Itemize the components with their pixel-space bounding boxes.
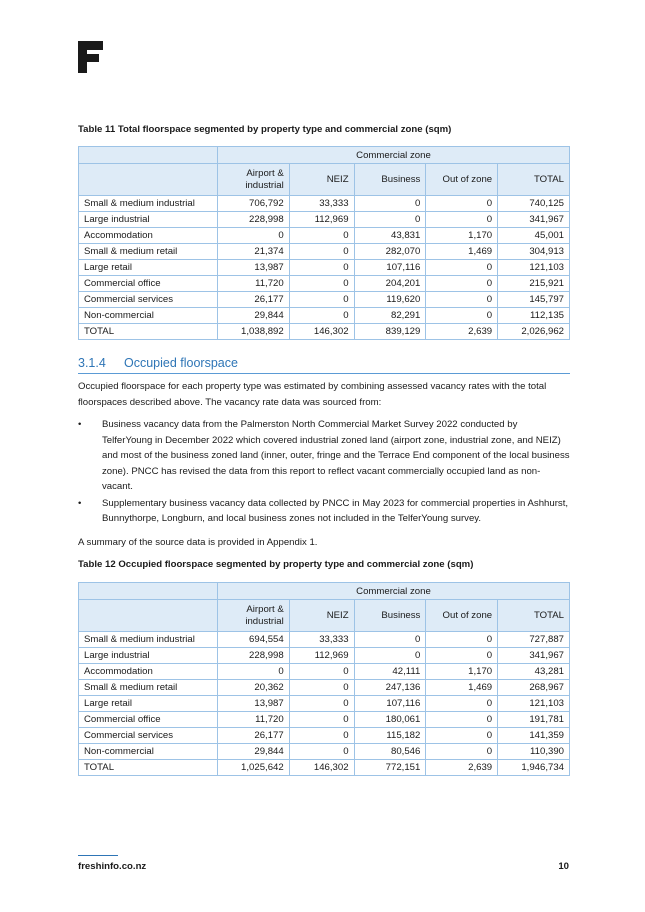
table-cell: 80,546 — [354, 744, 426, 760]
table-cell: 119,620 — [354, 292, 426, 308]
table-cell: 2,639 — [426, 324, 498, 340]
row-label: Commercial office — [79, 712, 218, 728]
table-row — [79, 744, 570, 760]
table-cell: 0 — [426, 276, 498, 292]
table-cell: 0 — [426, 648, 498, 664]
table-cell: 1,170 — [426, 228, 498, 244]
table-cell: 706,792 — [217, 196, 289, 212]
table-cell: 112,969 — [289, 648, 354, 664]
row-label: Large industrial — [79, 648, 218, 664]
table-cell: 772,151 — [354, 760, 426, 776]
group-header: Commercial zone — [217, 583, 569, 600]
intro-paragraph: Occupied floorspace for each property type was estimated by combining assessed vacancy rates with the total floorspaces described above. The vacancy rate data was sourced from: — [78, 381, 547, 408]
table-cell: 29,844 — [217, 308, 289, 324]
table-cell: 42,111 — [354, 664, 426, 680]
table-row — [79, 260, 570, 276]
table-cell: 0 — [289, 244, 354, 260]
corner-cell — [79, 583, 218, 600]
corner-cell — [79, 164, 218, 196]
table-cell: 0 — [354, 648, 426, 664]
table-cell: 204,201 — [354, 276, 426, 292]
table-cell: 694,554 — [217, 632, 289, 648]
table-cell: 247,136 — [354, 680, 426, 696]
table-cell: 43,281 — [498, 664, 570, 680]
table-cell: 0 — [217, 664, 289, 680]
list-item-text: Supplementary business vacancy data collected by PNCC in May 2023 for commercial properties in Ashhurst, Bunnythorpe, Longburn, and local business zones not included in the TelferYoung survey. — [102, 497, 569, 524]
table-cell: 0 — [289, 728, 354, 744]
row-label: Commercial services — [79, 728, 218, 744]
summary-paragraph: A summary of the source data is provided in Appendix 1. — [78, 537, 318, 548]
table-cell: 0 — [354, 212, 426, 228]
table-cell: 0 — [289, 228, 354, 244]
section-number: 3.1.4 — [78, 356, 106, 370]
table-cell: 0 — [426, 260, 498, 276]
table-cell: 13,987 — [217, 260, 289, 276]
table-cell: 82,291 — [354, 308, 426, 324]
table-cell: 1,025,642 — [217, 760, 289, 776]
table-cell: 0 — [289, 712, 354, 728]
table-cell: 0 — [354, 632, 426, 648]
column-header: Business — [354, 600, 426, 632]
table-11-caption: Table 11 Total floorspace segmented by property type and commercial zone (sqm) — [78, 124, 452, 135]
table-cell: 0 — [426, 292, 498, 308]
table-row — [79, 276, 570, 292]
table-cell: 146,302 — [289, 324, 354, 340]
table-row — [79, 196, 570, 212]
table-cell: 0 — [426, 308, 498, 324]
table-cell: 112,135 — [498, 308, 570, 324]
table-cell: 145,797 — [498, 292, 570, 308]
table-cell: 2,639 — [426, 760, 498, 776]
table-cell: 141,359 — [498, 728, 570, 744]
row-label: Accommodation — [79, 228, 218, 244]
row-label: Large industrial — [79, 212, 218, 228]
source-list — [78, 417, 570, 527]
column-header: Out of zone — [426, 600, 498, 632]
table-cell: 1,038,892 — [217, 324, 289, 340]
column-header: Business — [354, 164, 426, 196]
table-cell: 0 — [289, 680, 354, 696]
row-label: Small & medium retail — [79, 680, 218, 696]
table-cell: 304,913 — [498, 244, 570, 260]
f-logo-icon — [78, 41, 103, 73]
table-row — [79, 760, 570, 776]
table-cell: 33,333 — [289, 632, 354, 648]
row-label: TOTAL — [79, 760, 218, 776]
table-cell: 45,001 — [498, 228, 570, 244]
table-12 — [78, 582, 570, 776]
table-cell: 33,333 — [289, 196, 354, 212]
table-cell: 20,362 — [217, 680, 289, 696]
row-label: Commercial office — [79, 276, 218, 292]
table-cell: 282,070 — [354, 244, 426, 260]
table-cell: 228,998 — [217, 212, 289, 228]
table-cell: 1,469 — [426, 680, 498, 696]
table-cell: 0 — [289, 260, 354, 276]
table-row — [79, 308, 570, 324]
footer-site-link[interactable]: freshinfo.co.nz — [78, 861, 147, 872]
bullet-icon: • — [78, 419, 82, 430]
table-cell: 11,720 — [217, 712, 289, 728]
row-label: Commercial services — [79, 292, 218, 308]
table-cell: 11,720 — [217, 276, 289, 292]
table-cell: 146,302 — [289, 760, 354, 776]
table-cell: 0 — [426, 696, 498, 712]
column-header: TOTAL — [498, 600, 570, 632]
row-label: Small & medium industrial — [79, 196, 218, 212]
table-cell: 29,844 — [217, 744, 289, 760]
table-cell: 0 — [426, 196, 498, 212]
table-cell: 112,969 — [289, 212, 354, 228]
table-cell: 107,116 — [354, 260, 426, 276]
table-row — [79, 664, 570, 680]
table-cell: 110,390 — [498, 744, 570, 760]
table-cell: 180,061 — [354, 712, 426, 728]
table-cell: 0 — [289, 744, 354, 760]
corner-cell — [79, 600, 218, 632]
table-cell: 0 — [289, 664, 354, 680]
table-12-caption: Table 12 Occupied floorspace segmented by property type and commercial zone (sqm) — [78, 559, 474, 570]
table-cell: 215,921 — [498, 276, 570, 292]
footer-rule — [78, 855, 118, 856]
table-row — [79, 228, 570, 244]
table-cell: 1,469 — [426, 244, 498, 260]
page-number: 10 — [558, 861, 569, 872]
table-cell: 21,374 — [217, 244, 289, 260]
row-label: TOTAL — [79, 324, 218, 340]
table-cell: 0 — [289, 292, 354, 308]
row-label: Accommodation — [79, 664, 218, 680]
row-label: Non-commercial — [79, 744, 218, 760]
table-cell: 13,987 — [217, 696, 289, 712]
table-row — [79, 292, 570, 308]
column-header: Airport & industrial — [217, 164, 289, 196]
table-row — [79, 696, 570, 712]
table-cell: 121,103 — [498, 260, 570, 276]
table-cell: 0 — [354, 196, 426, 212]
column-header: NEIZ — [289, 164, 354, 196]
table-cell: 2,026,962 — [498, 324, 570, 340]
table-row — [79, 712, 570, 728]
table-cell: 228,998 — [217, 648, 289, 664]
table-cell: 740,125 — [498, 196, 570, 212]
table-cell: 107,116 — [354, 696, 426, 712]
table-11 — [78, 146, 570, 340]
list-item-text: Business vacancy data from the Palmerston North Commercial Market Survey 2022 conducted by TelferYoung in December 2022 which covered industrial zoned land (airport zone, industrial zone, and NEIZ) and most of the business zoned land (inner, outer, fringe and the Terrace End component of the local business zone). PNCC has revised the data from this report to reflect vacant commercially occupied land as non-vacant. — [102, 419, 570, 492]
table-cell: 0 — [426, 212, 498, 228]
group-header: Commercial zone — [217, 147, 569, 164]
row-label: Non-commercial — [79, 308, 218, 324]
row-label: Small & medium retail — [79, 244, 218, 260]
table-cell: 1,946,734 — [498, 760, 570, 776]
table-cell: 0 — [426, 744, 498, 760]
column-header: TOTAL — [498, 164, 570, 196]
column-header: NEIZ — [289, 600, 354, 632]
table-cell: 26,177 — [217, 728, 289, 744]
table-cell: 0 — [289, 276, 354, 292]
table-cell: 1,170 — [426, 664, 498, 680]
list-item — [78, 417, 570, 495]
section-title: Occupied floorspace — [124, 356, 238, 370]
table-cell: 191,781 — [498, 712, 570, 728]
table-cell: 0 — [426, 712, 498, 728]
table-cell: 115,182 — [354, 728, 426, 744]
corner-cell — [79, 147, 218, 164]
table-row — [79, 324, 570, 340]
table-cell: 839,129 — [354, 324, 426, 340]
table-cell: 727,887 — [498, 632, 570, 648]
table-cell: 341,967 — [498, 212, 570, 228]
table-row — [79, 212, 570, 228]
list-item — [78, 496, 570, 527]
bullet-icon: • — [78, 497, 82, 509]
column-header: Out of zone — [426, 164, 498, 196]
table-row — [79, 728, 570, 744]
table-cell: 121,103 — [498, 696, 570, 712]
table-row — [79, 648, 570, 664]
section-heading — [78, 356, 570, 374]
column-header: Airport & industrial — [217, 600, 289, 632]
table-row — [79, 632, 570, 648]
row-label: Small & medium industrial — [79, 632, 218, 648]
table-row — [79, 244, 570, 260]
table-cell: 0 — [426, 632, 498, 648]
table-cell: 43,831 — [354, 228, 426, 244]
table-cell: 341,967 — [498, 648, 570, 664]
table-cell: 0 — [289, 308, 354, 324]
table-row — [79, 680, 570, 696]
table-cell: 0 — [289, 696, 354, 712]
table-cell: 0 — [426, 728, 498, 744]
row-label: Large retail — [79, 260, 218, 276]
table-cell: 0 — [217, 228, 289, 244]
table-cell: 268,967 — [498, 680, 570, 696]
row-label: Large retail — [79, 696, 218, 712]
table-cell: 26,177 — [217, 292, 289, 308]
